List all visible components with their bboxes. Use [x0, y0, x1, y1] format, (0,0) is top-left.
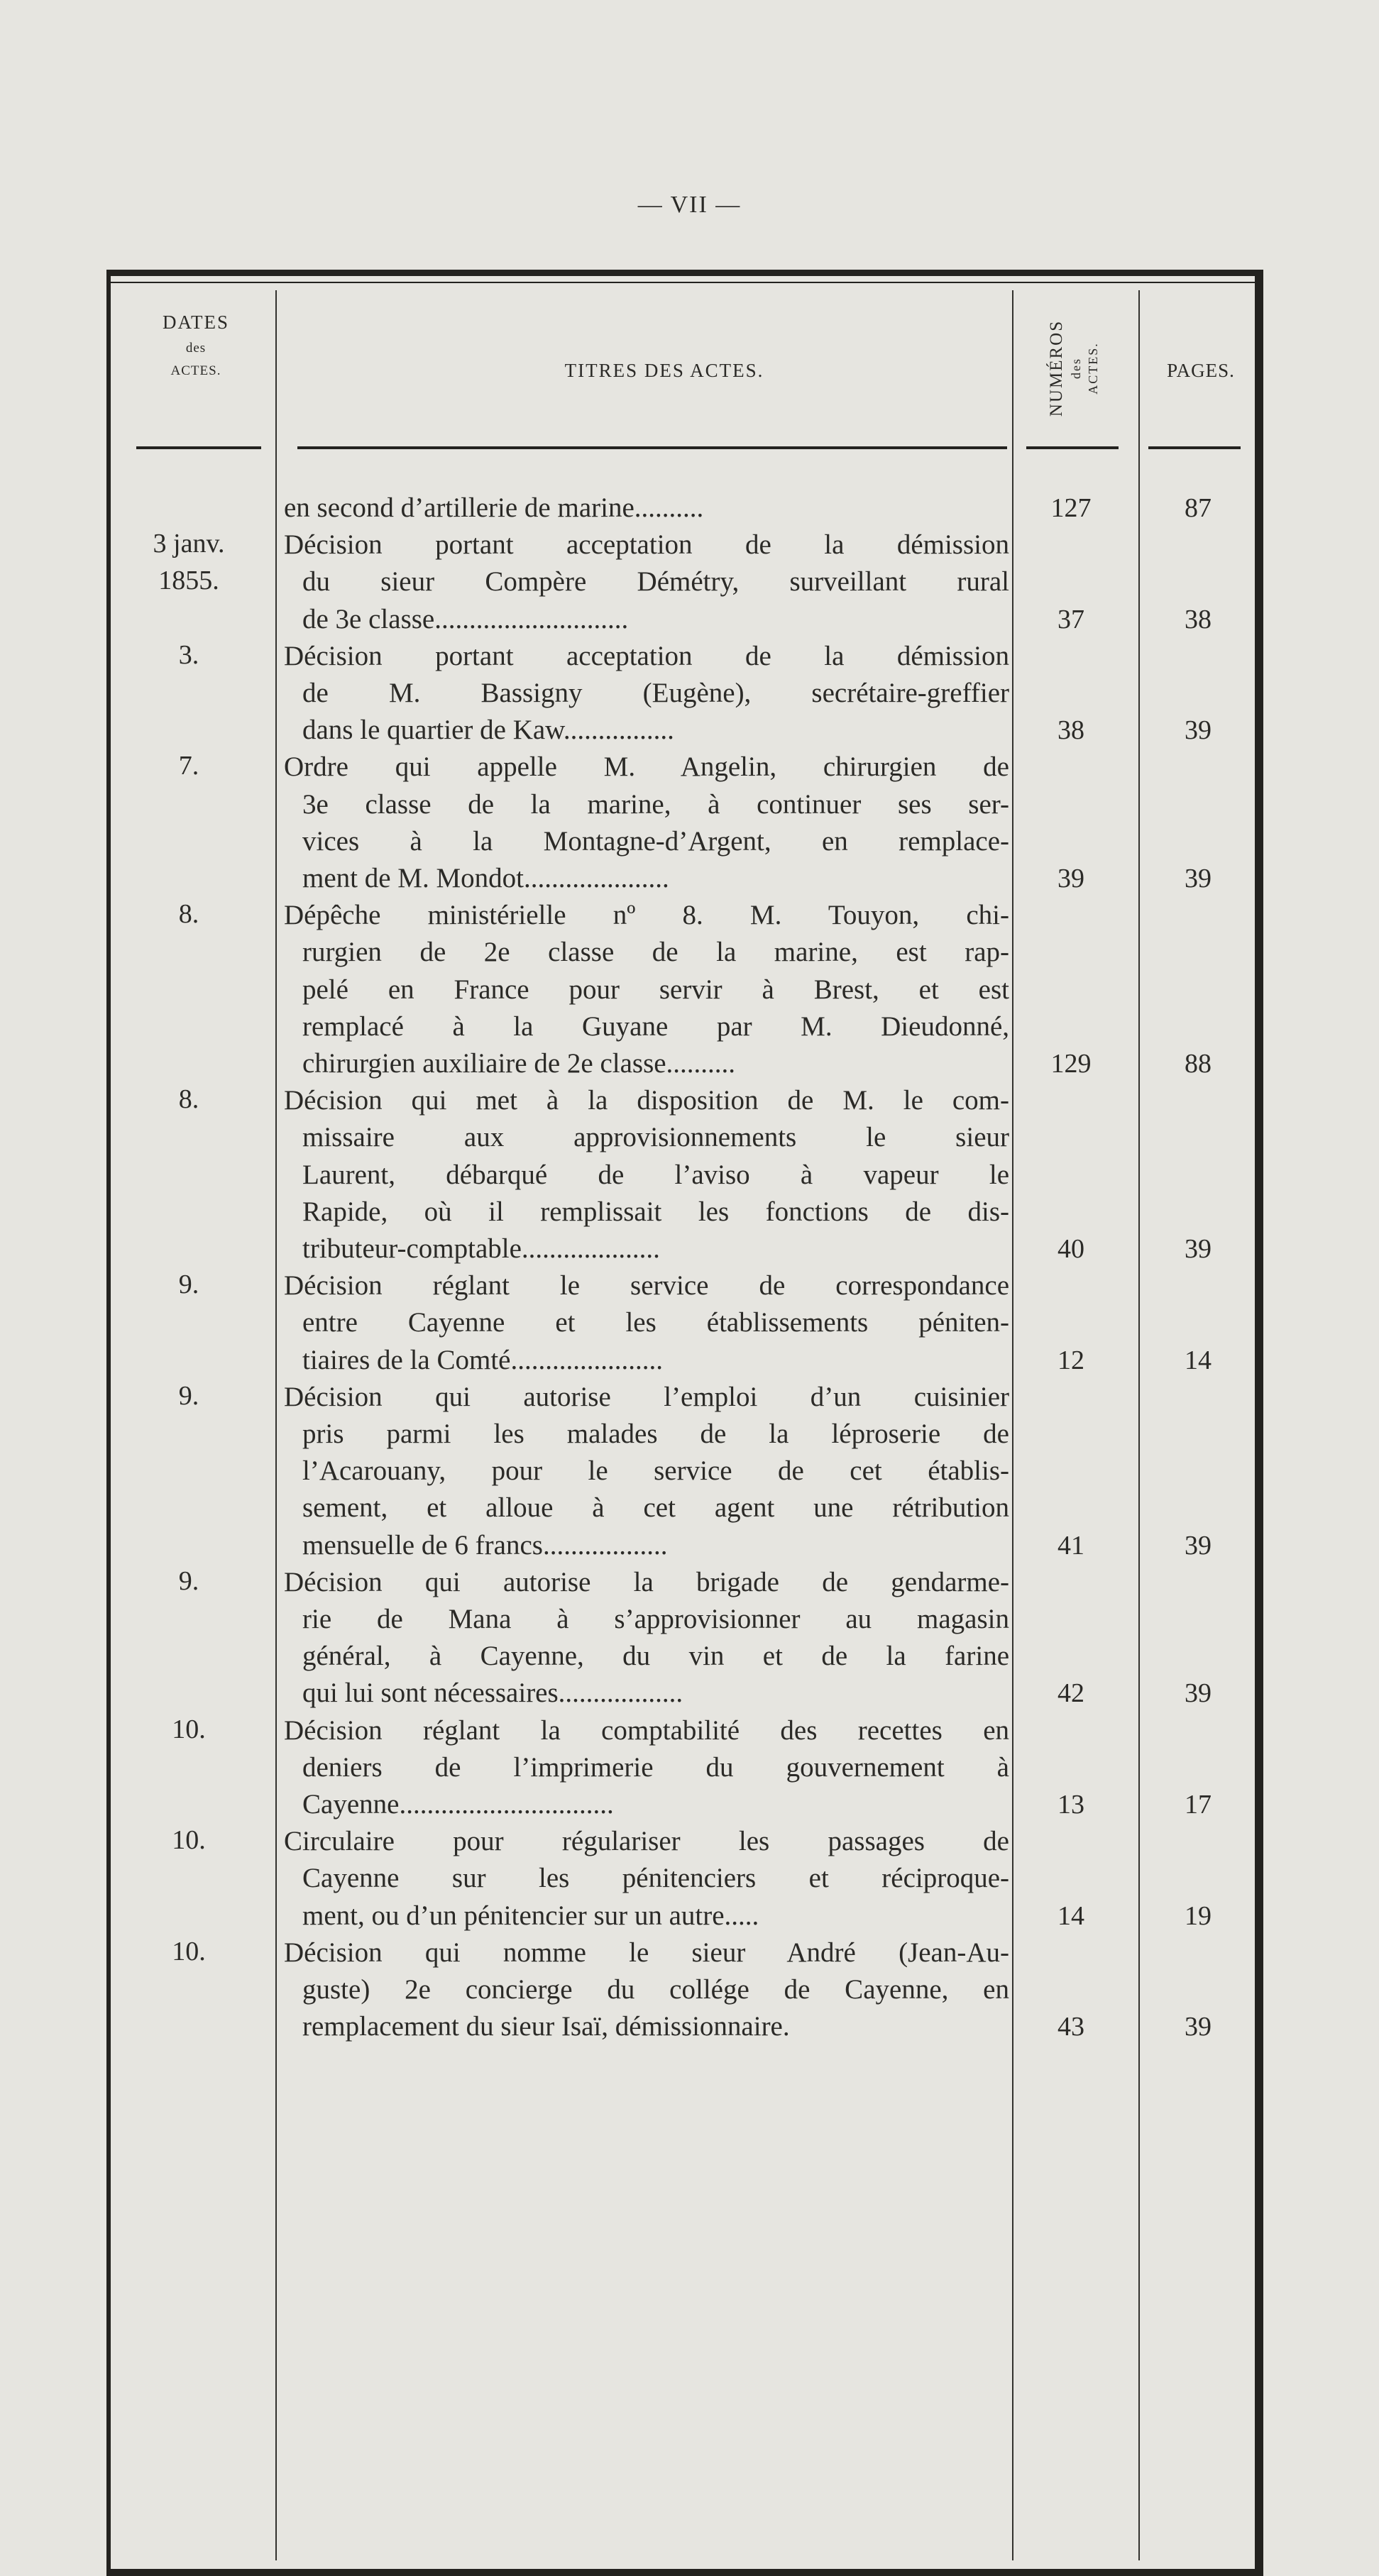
row-title-line: Décision qui autorise la brigade de gendarme-: [284, 1566, 1009, 1597]
row-title-line: qui lui sont nécessaires..................: [302, 1678, 683, 1709]
row-title-line: rurgien de 2e classe de la marine, est rap-: [302, 937, 1009, 968]
row-title-line: 3e classe de la marine, à continuer ses ser-: [302, 788, 1009, 820]
column-divider: [275, 290, 277, 2560]
row-title-line: en second d’artillerie de marine..........: [284, 492, 704, 523]
row-title-line: Décision réglant le service de correspondance: [284, 1270, 1009, 1301]
row-title-line: Décision réglant la comptabilité des recettes en: [284, 1714, 1009, 1746]
header-numeros-line1: NUMÉROS: [1047, 319, 1066, 417]
row-page: 19: [1185, 1900, 1212, 1931]
row-page: 39: [1185, 1530, 1212, 1561]
row-title-line: Décision qui nomme le sieur André (Jean-Au-: [284, 1937, 1009, 1968]
row-page: 38: [1185, 604, 1212, 634]
row-title-line: du sieur Compère Démétry, surveillant rural: [302, 566, 1009, 598]
row-numero: 43: [1057, 2012, 1084, 2042]
row-title-line: ment de M. Mondot.....................: [302, 863, 669, 893]
row-title-line: vices à la Montagne-d’Argent, en remplace-: [302, 825, 1009, 857]
header-rule: [136, 446, 261, 449]
row-date-line: 1855.: [158, 566, 219, 596]
row-title: [284, 1379, 1009, 1564]
row-date: [106, 1380, 271, 1417]
row-title-line: pelé en France pour servir à Brest, et est: [302, 974, 1009, 1005]
header-dates-line2: des: [185, 341, 207, 356]
row-title-line: Décision qui met à la disposition de M. le com-: [284, 1085, 1009, 1116]
header-pages: PAGES.: [1167, 360, 1235, 381]
row-title-line: Cayenne...............................: [302, 1789, 614, 1820]
row-title-line: ment, ou d’un pénitencier sur un autre.....: [302, 1900, 759, 1931]
row-title-line: Ordre qui appelle M. Angelin, chirurgien de: [284, 752, 1009, 783]
row-title-line: missaire aux approvisionnements le sieur: [302, 1122, 1009, 1153]
row-date: [106, 639, 271, 676]
row-title: [284, 1082, 1009, 1267]
row-title-line: Laurent, débarqué de l’aviso à vapeur le: [302, 1159, 1009, 1190]
header-titres: TITRES DES ACTES.: [564, 360, 764, 381]
row-title-line: rie de Mana à s’approvisionner au magasin: [302, 1604, 1009, 1634]
row-page: 39: [1185, 1234, 1212, 1264]
row-title-line: chirurgien auxiliaire de 2e classe..........: [302, 1048, 736, 1079]
row-date-line: 3.: [178, 639, 199, 670]
row-date-line: 10.: [172, 1825, 206, 1856]
row-title-line: Dépêche ministérielle nº 8. M. Touyon, chi-: [284, 900, 1009, 931]
header-rule: [297, 446, 1007, 449]
row-numero: 13: [1057, 1790, 1084, 1820]
row-title: [284, 1564, 1009, 1712]
row-date: [106, 1269, 271, 1306]
row-date: [106, 1714, 271, 1751]
row-date: [106, 528, 271, 602]
header-dates: [125, 312, 267, 379]
row-title: [284, 1267, 1009, 1379]
row-title-line: guste) 2e concierge du collége de Cayenne, en: [302, 1974, 1009, 2005]
row-title-line: tiaires de la Comté......................: [302, 1344, 663, 1375]
row-title-line: Cayenne sur les pénitenciers et réciproque-: [302, 1863, 1009, 1894]
row-date-line: 9.: [178, 1565, 199, 1596]
row-title-line: tributeur-comptable....................: [302, 1233, 660, 1264]
row-page: 14: [1185, 1345, 1212, 1375]
row-numero: 42: [1057, 1678, 1084, 1709]
header-rule: [1026, 446, 1119, 449]
header-numeros: [1021, 297, 1127, 439]
row-title-line: deniers de l’imprimerie du gouvernement à: [302, 1751, 1009, 1783]
row-title: [284, 490, 1009, 527]
row-title-line: Rapide, où il remplissait les fonctions de dis-: [302, 1196, 1009, 1227]
row-title: [284, 897, 1009, 1082]
row-title: [284, 1712, 1009, 1824]
row-numero: 39: [1057, 864, 1084, 893]
row-date-line: 8.: [178, 1084, 199, 1115]
row-numero: 129: [1050, 1049, 1092, 1079]
row-date: [106, 1565, 271, 1602]
row-title-line: de 3e classe............................: [302, 603, 629, 634]
header-rule: [1148, 446, 1241, 449]
row-title-line: remplacé à la Guyane par M. Dieudonné,: [302, 1011, 1009, 1042]
row-numero: 37: [1057, 604, 1084, 634]
row-numero: 38: [1057, 715, 1084, 746]
row-page: 39: [1185, 1678, 1212, 1709]
header-dates-line3: ACTES.: [170, 363, 221, 378]
row-date: [106, 750, 271, 787]
row-title-line: Décision portant acceptation de la démission: [284, 640, 1009, 671]
row-numero: 40: [1057, 1234, 1084, 1264]
row-date: [106, 898, 271, 935]
row-title-line: dans le quartier de Kaw................: [302, 715, 674, 746]
row-numero: 12: [1057, 1345, 1084, 1375]
row-page: 88: [1185, 1049, 1212, 1079]
row-title-line: l’Acarouany, pour le service de cet établis-: [302, 1455, 1009, 1487]
row-page: 17: [1185, 1790, 1212, 1820]
row-page: 39: [1185, 2012, 1212, 2042]
row-date-line: 9.: [178, 1380, 199, 1411]
row-page: 87: [1185, 493, 1212, 523]
row-numero: 14: [1057, 1900, 1084, 1931]
row-title: [284, 749, 1009, 897]
row-title: [284, 1823, 1009, 1934]
row-title: [284, 638, 1009, 749]
row-date: [106, 1936, 271, 1973]
row-date-line: 3 janv.: [153, 529, 225, 559]
header-numeros-line2: des: [1069, 358, 1083, 379]
page-number: — VII —: [637, 192, 742, 218]
row-title-line: mensuelle de 6 francs..................: [302, 1529, 668, 1561]
row-title-line: pris parmi les malades de la léproserie de: [302, 1419, 1009, 1449]
row-title-line: Décision qui autorise l’emploi d’un cuisinier: [284, 1381, 1009, 1412]
header-numeros-line3: ACTES.: [1086, 342, 1100, 395]
row-page: 39: [1185, 864, 1212, 893]
row-numero: 41: [1057, 1530, 1084, 1561]
row-title-line: sement, et alloue à cet agent une rétribution: [302, 1492, 1009, 1524]
row-title-line: général, à Cayenne, du vin et de la farine: [302, 1641, 1009, 1672]
row-page: 39: [1185, 715, 1212, 746]
row-date-line: 8.: [178, 899, 199, 930]
row-title-line: remplacement du sieur Isaï, démissionnaire.: [302, 2011, 790, 2042]
row-title-line: Décision portant acceptation de la démission: [284, 529, 1009, 561]
row-title-line: de M. Bassigny (Eugène), secrétaire-greffier: [302, 678, 1009, 708]
row-date: [106, 1084, 271, 1121]
row-date-line: 7.: [178, 751, 199, 781]
row-date-line: 9.: [178, 1270, 199, 1300]
row-title: [284, 527, 1009, 638]
row-title-line: entre Cayenne et les établissements péniten-: [302, 1307, 1009, 1338]
row-date-line: 10.: [172, 1714, 206, 1744]
row-date-line: 10.: [172, 1936, 206, 1966]
row-numero: 127: [1050, 493, 1092, 523]
header-dates-line1: DATES: [162, 312, 229, 333]
row-date: [106, 1824, 271, 1861]
row-title: [284, 1934, 1009, 2046]
row-title-line: Circulaire pour régulariser les passages de: [284, 1826, 1009, 1857]
